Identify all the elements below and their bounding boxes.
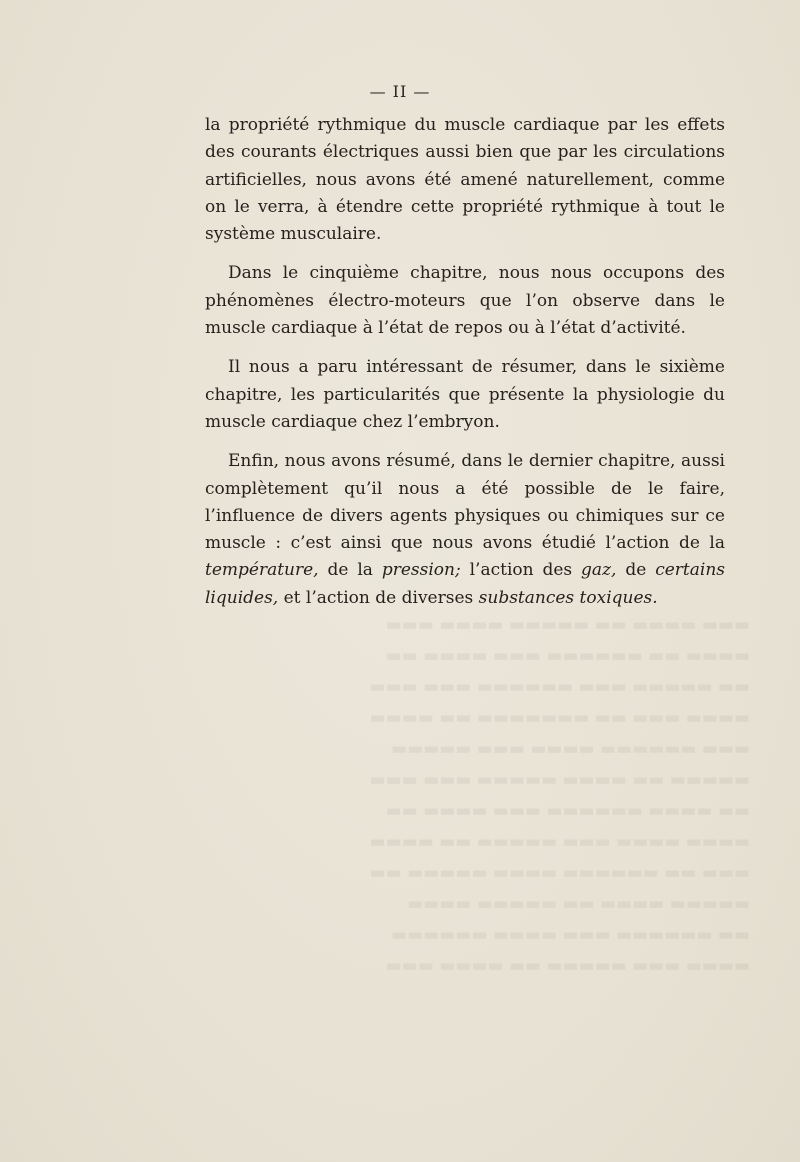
paragraph-3: [205, 354, 725, 436]
italic-text: pression;: [381, 560, 461, 581]
text-segment: l’action des: [460, 560, 582, 581]
italic-text: certains liquides,: [205, 560, 725, 608]
text-segment: Dans le cinquième chapitre, nous nous occupons des phénomènes électro-moteurs que l’on observe dans le muscle cardiaque à l’état de repos ou à l’état d’activité.: [205, 263, 725, 339]
paragraph-1: [205, 112, 725, 248]
text-segment: de: [616, 560, 656, 581]
text-segment: Il nous a paru intéressant de résumer, dans le sixième chapitre, les particularités que présente la physiologie du muscle cardiaque chez l’embryon.: [205, 357, 725, 432]
italic-text: température,: [205, 560, 319, 581]
bleed-through-texture: ▬▬▬ ▬▬▬▬ ▬▬ ▬▬▬▬▬ ▬▬▬▬ ▬▬▬ ▬▬▬▬ ▬▬ ▬▬▬▬▬▬ ▬▬▬ ▬▬▬▬ ▬▬ ▬▬ ▬▬▬▬▬ ▬▬▬ ▬▬▬▬▬▬ ▬▬▬ ▬▬▬ ▬▬▬▬ ▬▬▬ ▬▬ ▬▬▬▬▬▬▬ ▬▬ ▬▬▬▬ ▬▬▬ ▬▬▬▬▬▬ ▬▬▬▬ ▬▬▬ ▬▬▬▬▬ ▬▬▬▬▬ ▬▬ ▬▬▬▬ ▬▬▬▬▬ ▬▬▬ ▬▬▬ ▬▬ ▬▬▬▬ ▬▬▬▬▬▬ ▬▬▬ ▬▬▬▬ ▬▬ ▬▬▬▬ ▬▬▬▬ ▬▬▬ ▬▬▬▬▬ ▬▬ ▬▬▬▬ ▬▬▬ ▬▬ ▬▬▬▬▬▬ ▬▬▬▬ ▬▬▬▬▬ ▬▬ ▬▬▬▬▬ ▬▬▬▬ ▬▬ ▬▬▬▬▬ ▬▬▬▬ ▬▬ ▬▬▬▬▬▬ ▬▬▬ ▬▬▬▬ ▬▬▬▬▬▬ ▬▬▬▬ ▬▬▬ ▬▬▬▬▬ ▬▬ ▬▬▬▬ ▬▬▬: [369, 615, 750, 976]
paragraph-2: [205, 260, 725, 342]
italic-text: substances toxiques.: [478, 587, 658, 608]
italic-text: gaz,: [581, 560, 617, 581]
text-segment: Enfin, nous avons résumé, dans le dernier chapitre, aussi complètement qu’il nous a été possible de le faire, l’influence de divers agents physiques ou chimiques sur ce muscle : c’est ainsi que nous avons étudié l’action de la: [205, 451, 725, 554]
page-number: — II —: [369, 82, 431, 101]
text-segment: et l’action de diverses: [278, 587, 479, 608]
text-segment: de la: [318, 560, 382, 581]
body-text: [205, 112, 725, 624]
paragraph-4: [205, 448, 725, 612]
text-segment: la propriété rythmique du muscle cardiaque par les effets des courants électriques aussi bien que par les circulations artificielles, nous avons été amené naturellement, comme on le verra, à étendre cette propriété rythmique à tout le système musculaire.: [205, 115, 725, 245]
